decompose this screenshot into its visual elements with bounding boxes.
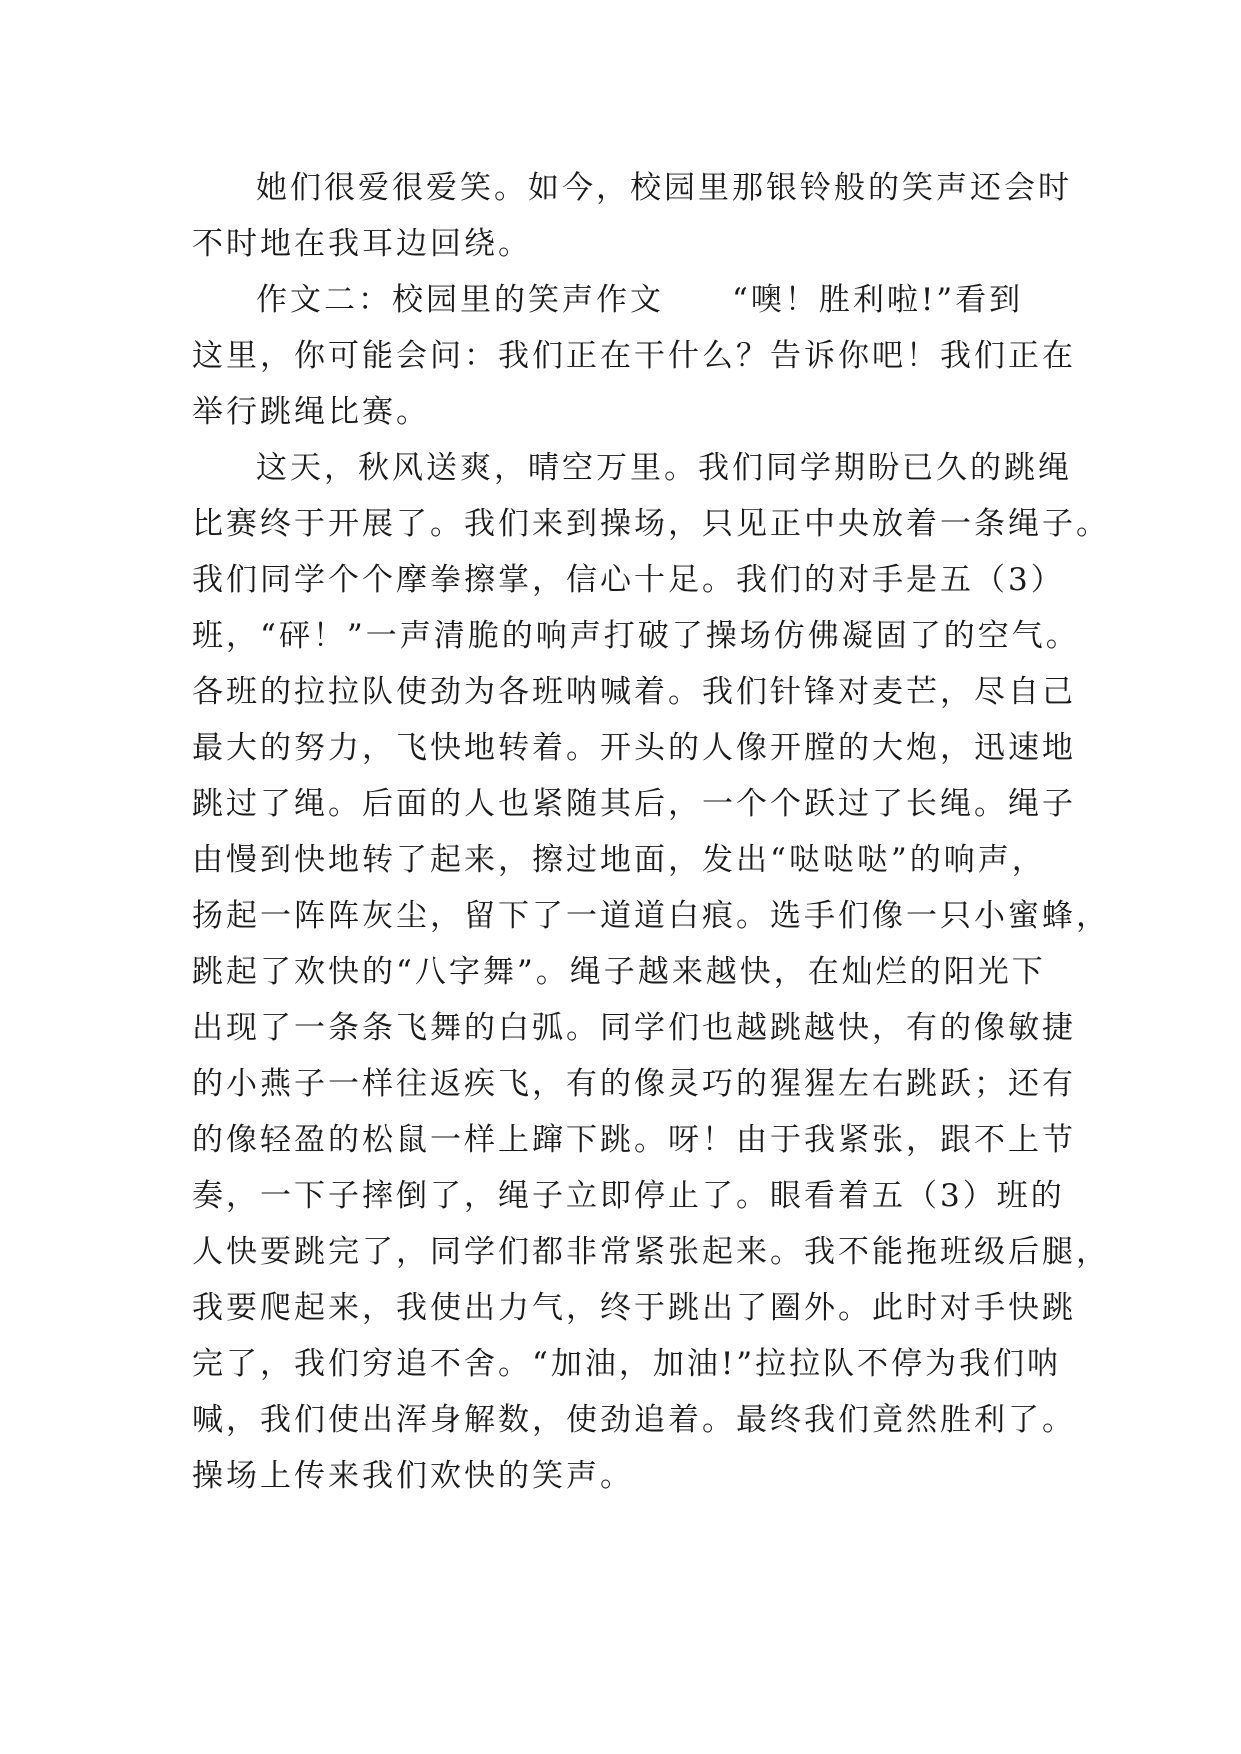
paragraph-1-line-1: 她们很爱很爱笑。如今，校园里那银铃般的笑声还会时: [256, 170, 1072, 206]
paragraph-2-line-3: 举行跳绳比赛。: [192, 394, 430, 430]
paragraph-2-line-1: 作文二：校园里的笑声作文 “噢！胜利啦!”看到: [256, 282, 1024, 318]
paragraph-3-line-13: 的像轻盈的松鼠一样上蹿下跳。呀！由于我紧张，跟不上节: [192, 1122, 1076, 1158]
paragraph-3-line-1: 这天，秋风送爽，晴空万里。我们同学期盼已久的跳绳: [256, 450, 1072, 486]
essay-text: [192, 160, 1110, 1504]
paragraph-3-line-6: 最大的努力，飞快地转着。开头的人像开膛的大炮，迅速地: [192, 730, 1076, 766]
paragraph-3-line-5: 各班的拉拉队使劲为各班呐喊着。我们针锋对麦芒，尽自己: [192, 674, 1076, 710]
paragraph-1-line-2: 不时地在我耳边回绕。: [192, 226, 532, 262]
paragraph-3-line-7: 跳过了绳。后面的人也紧随其后，一个个跃过了长绳。绳子: [192, 786, 1076, 822]
paragraph-3-line-8: 由慢到快地转了起来，擦过地面，发出“哒哒哒”的响声，: [192, 842, 1046, 878]
paragraph-3-line-3: 我们同学个个摩拳擦掌，信心十足。我们的对手是五（3）: [192, 562, 1065, 598]
paragraph-3-line-14: 奏，一下子摔倒了，绳子立即停止了。眼看着五（3）班的: [192, 1178, 1065, 1214]
paragraph-3-line-4: 班，“砰！”一声清脆的响声打破了操场仿佛凝固了的空气。: [192, 618, 1080, 654]
paragraph-3-line-17: 完了，我们穷追不舍。“加油，加油!”拉拉队不停为我们呐: [192, 1346, 1062, 1382]
paragraph-2-line-2: 这里，你可能会问：我们正在干什么？告诉你吧！我们正在: [192, 338, 1076, 374]
paragraph-3-line-15: 人快要跳完了，同学们都非常紧张起来。我不能拖班级后腿，: [192, 1234, 1110, 1270]
paragraph-3-line-16: 我要爬起来，我使出力气，终于跳出了圈外。此时对手快跳: [192, 1290, 1076, 1326]
paragraph-3-line-10: 跳起了欢快的“八字舞”。绳子越来越快，在灿烂的阳光下: [192, 954, 1046, 990]
paragraph-3-line-12: 的小燕子一样往返疾飞，有的像灵巧的猩猩左右跳跃；还有: [192, 1066, 1076, 1102]
paragraph-3-line-2: 比赛终于开展了。我们来到操场，只见正中央放着一条绳子。: [192, 506, 1110, 542]
paragraph-3-line-19: 操场上传来我们欢快的笑声。: [192, 1458, 634, 1494]
paragraph-3-line-11: 出现了一条条飞舞的白弧。同学们也越跳越快，有的像敏捷: [192, 1010, 1076, 1046]
paragraph-3-line-9: 扬起一阵阵灰尘，留下了一道道白痕。选手们像一只小蜜蜂，: [192, 898, 1110, 934]
paragraph-3-line-18: 喊，我们使出浑身解数，使劲追着。最终我们竟然胜利了。: [192, 1402, 1076, 1438]
